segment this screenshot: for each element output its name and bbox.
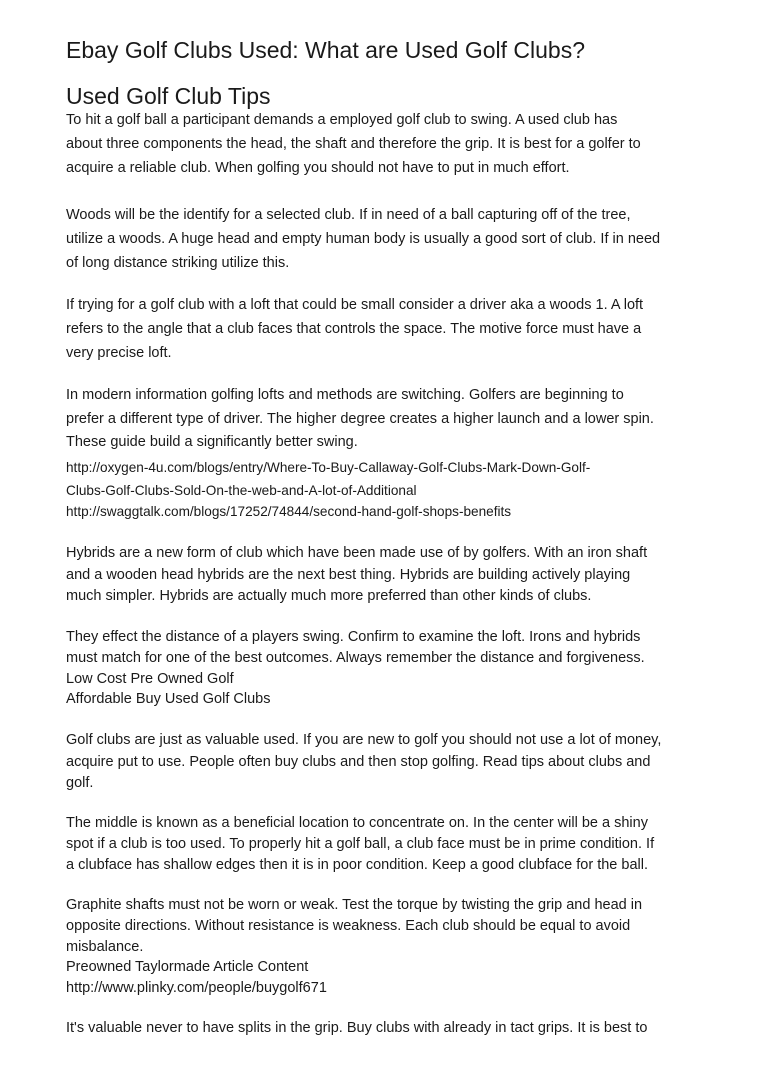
text-line: http://swaggtalk.com/blogs/17252/74844/second-hand-golf-shops-benefits [66, 504, 512, 519]
text-line: It's valuable never to have splits in the grip. Buy clubs with already in tact grips. It is best to [66, 1020, 648, 1036]
text-line: Low Cost Pre Owned Golf [66, 671, 234, 687]
text-line: very precise loft. [66, 345, 172, 361]
text-line: must match for one of the best outcomes. Always remember the distance and forgiveness. [66, 650, 645, 666]
text-line: Golf clubs are just as valuable used. If you are new to golf you should not use a lot of money, [66, 732, 662, 748]
text-line: If trying for a golf club with a loft that could be small consider a driver aka a woods 1. A loft [66, 297, 644, 313]
document-title: Ebay Golf Clubs Used: What are Used Golf Clubs? [66, 37, 586, 63]
text-line: Woods will be the identify for a selected club. If in need of a ball capturing off of the tree, [66, 207, 631, 223]
text-line: golf. [66, 775, 94, 791]
section-heading: Used Golf Club Tips [66, 83, 271, 109]
text-line: Preowned Taylormade Article Content [66, 959, 309, 975]
text-line: opposite directions. Without resistance is weakness. Each club should be equal to avoid [66, 918, 631, 934]
text-line: In modern information golfing lofts and methods are switching. Golfers are beginning to [66, 387, 624, 403]
text-line: Affordable Buy Used Golf Clubs [66, 691, 271, 707]
text-line: http://www.plinky.com/people/buygolf671 [66, 980, 327, 996]
text-line: about three components the head, the shaft and therefore the grip. It is best for a golfer to [66, 136, 641, 152]
text-line: acquire a reliable club. When golfing you should not have to put in much effort. [66, 160, 570, 176]
text-line: acquire put to use. People often buy clubs and then stop golfing. Read tips about clubs and [66, 754, 651, 770]
text-line: misbalance. [66, 939, 144, 955]
text-line: Graphite shafts must not be worn or weak. Test the torque by twisting the grip and head in [66, 897, 643, 913]
text-line: The middle is known as a beneficial location to concentrate on. In the center will be a shiny [66, 815, 648, 831]
text-line: To hit a golf ball a participant demands a employed golf club to swing. A used club has [66, 112, 618, 128]
text-line: prefer a different type of driver. The higher degree creates a higher launch and a lower spin. [66, 411, 654, 427]
text-line: spot if a club is too used. To properly hit a golf ball, a club face must be in prime condition. If [66, 836, 655, 852]
text-line: of long distance striking utilize this. [66, 255, 290, 271]
text-line: utilize a woods. A huge head and empty human body is usually a good sort of club. If in need [66, 231, 661, 247]
text-line: a clubface has shallow edges then it is in poor condition. Keep a good clubface for the ball. [66, 857, 648, 873]
text-line: These guide build a significantly better swing. [66, 434, 358, 450]
text-line: http://oxygen-4u.com/blogs/entry/Where-To-Buy-Callaway-Golf-Clubs-Mark-Down-Golf- [66, 460, 591, 475]
text-line: Hybrids are a new form of club which have been made use of by golfers. With an iron shaft [66, 545, 648, 561]
text-line: refers to the angle that a club faces that controls the space. The motive force must have a [66, 321, 642, 337]
text-line: much simpler. Hybrids are actually much more preferred than other kinds of clubs. [66, 588, 592, 604]
text-line: Clubs-Golf-Clubs-Sold-On-the-web-and-A-lot-of-Additional [66, 483, 417, 498]
text-line: They effect the distance of a players swing. Confirm to examine the loft. Irons and hybrids [66, 629, 641, 645]
text-line: and a wooden head hybrids are the next best thing. Hybrids are building actively playing [66, 567, 631, 583]
